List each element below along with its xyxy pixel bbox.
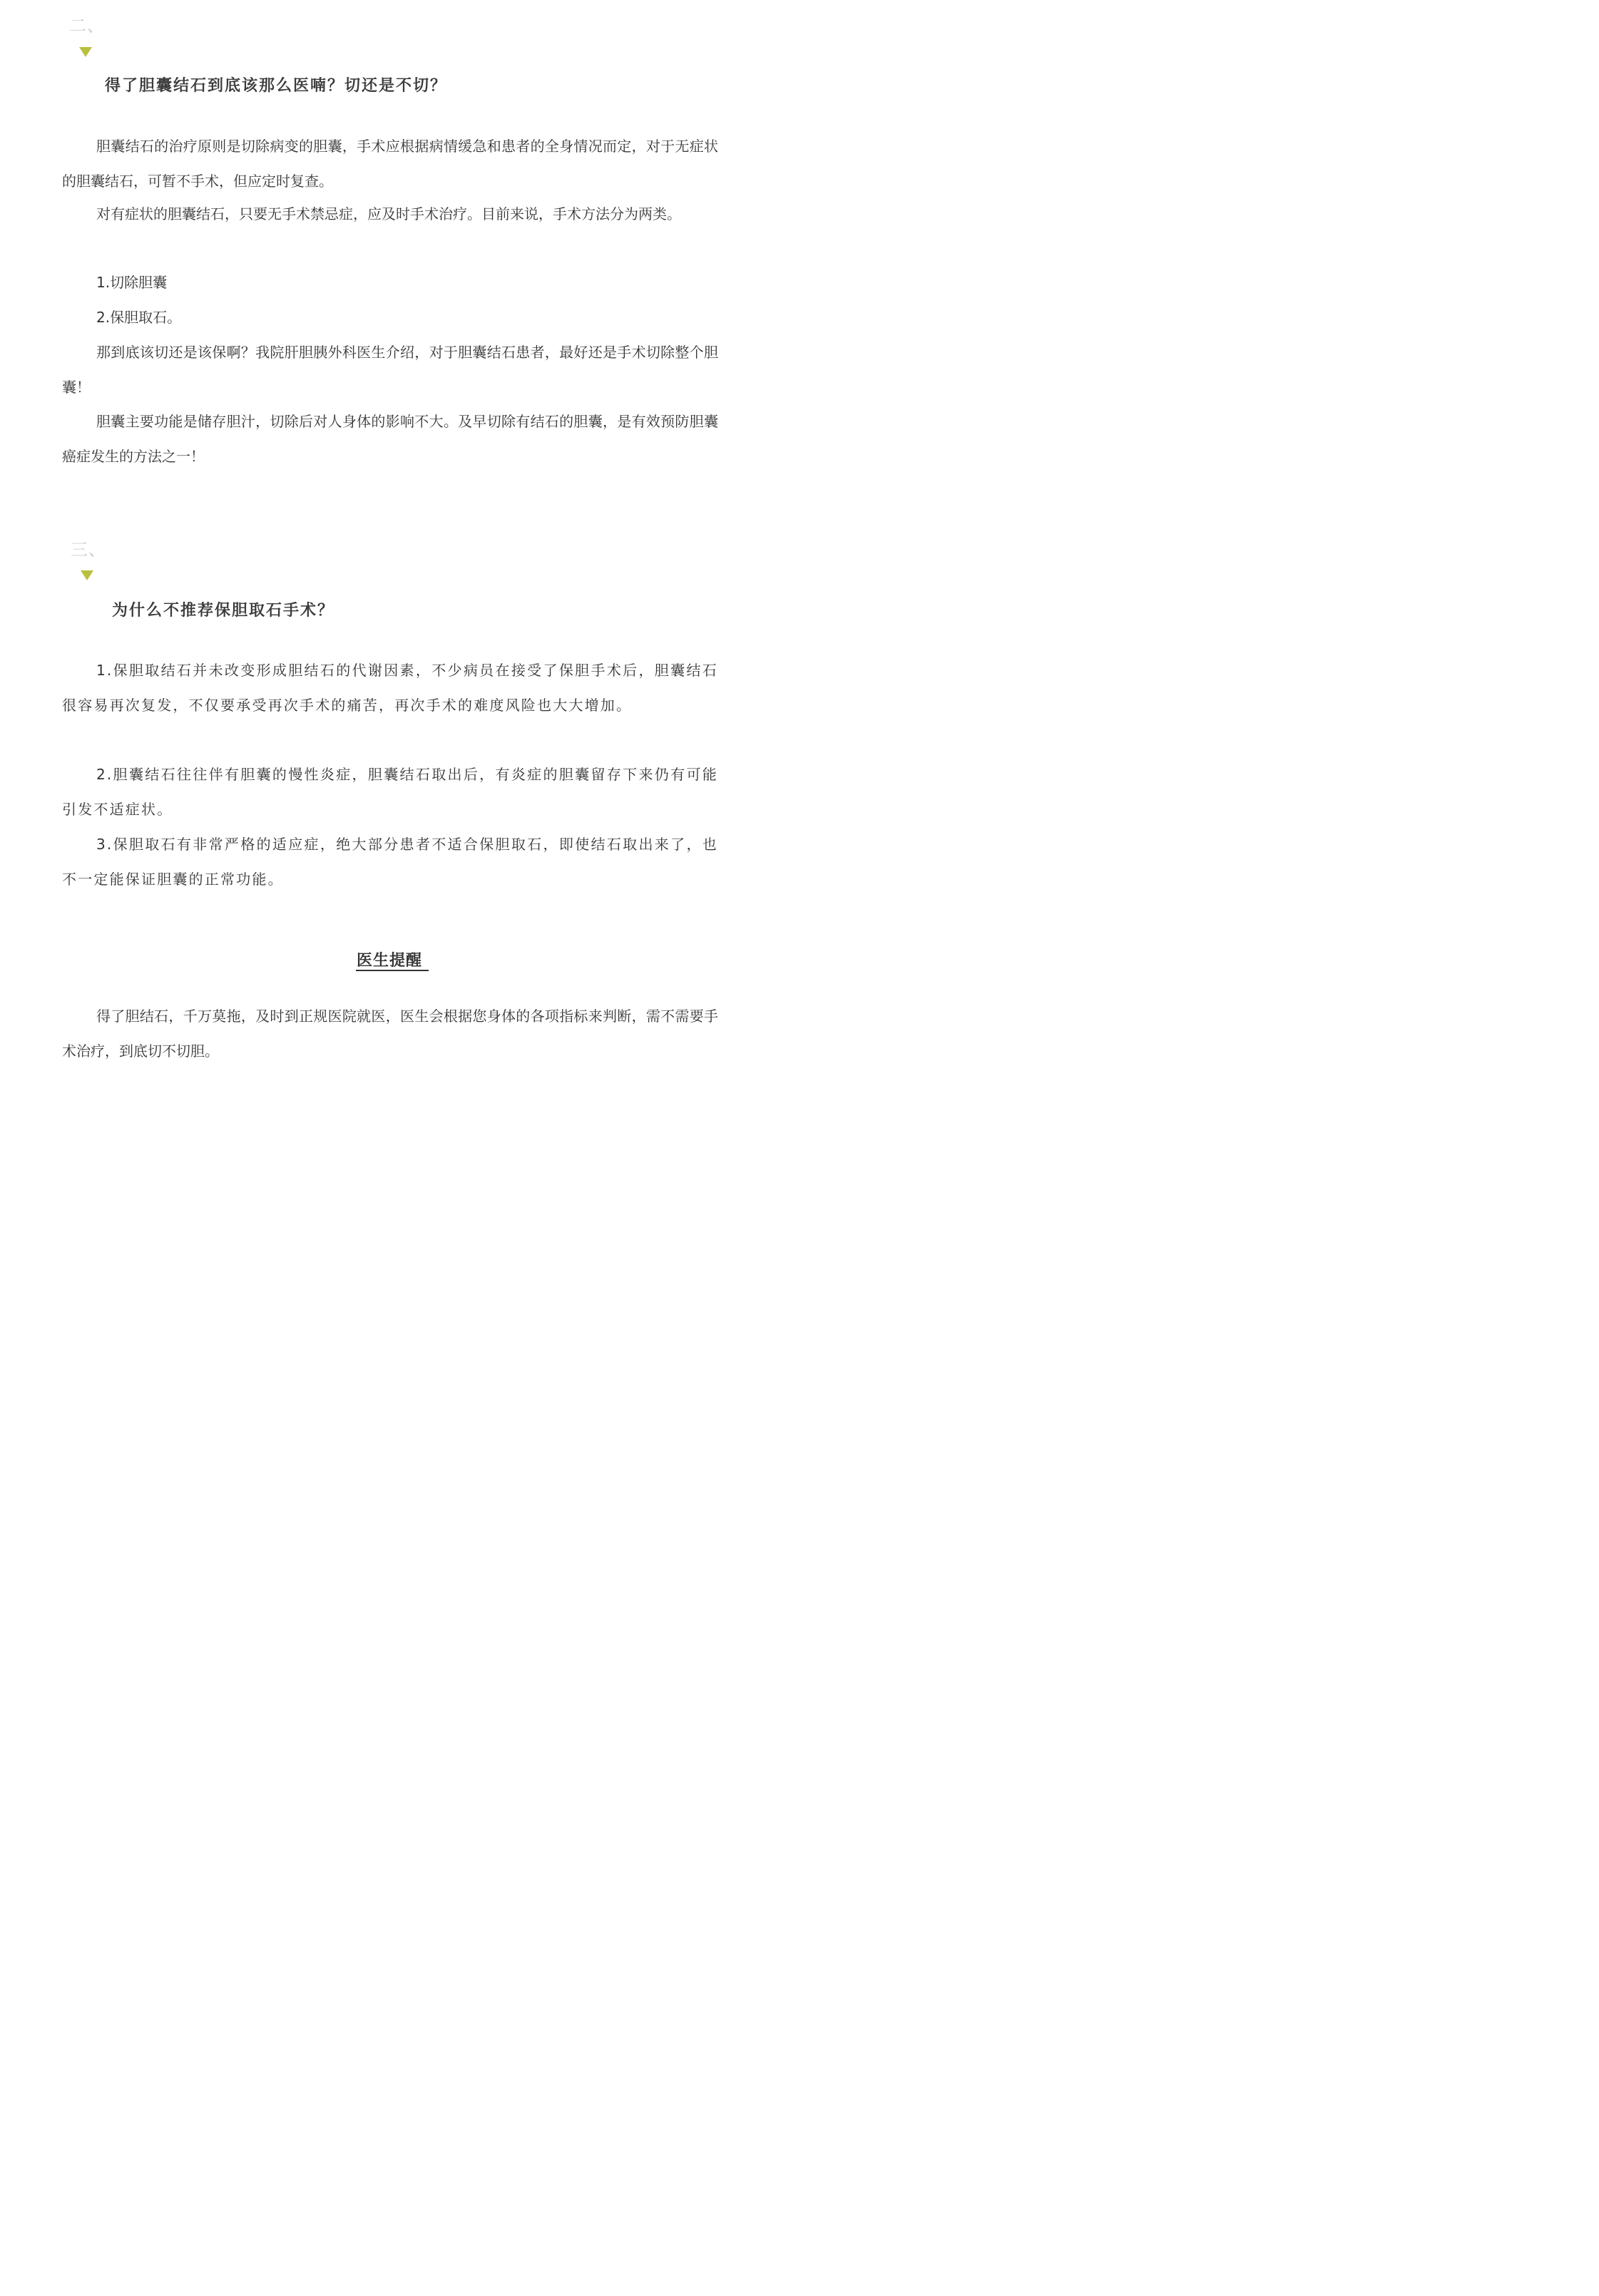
list-item: 2.保胆取石。 bbox=[96, 309, 182, 326]
triangle-marker-icon bbox=[81, 570, 93, 580]
triangle-marker-icon bbox=[79, 47, 92, 57]
section-3-heading: 为什么不推荐保胆取石手术？ bbox=[112, 602, 335, 620]
reminder-title-underline bbox=[356, 970, 429, 971]
list-item: 1.切除胆囊 bbox=[96, 274, 168, 291]
section-2-number: 二、 bbox=[69, 16, 105, 36]
paragraph: 对有症状的胆囊结石，只要无手术禁忌症，应及时手术治疗。目前来说，手术方法分为两类。 bbox=[96, 205, 681, 222]
paragraph: 那到底该切还是该保啊？我院肝胆胰外科医生介绍，对于胆囊结石患者，最好还是手术切除整个胆囊！ bbox=[62, 344, 718, 396]
paragraph: 1.保胆取结石并未改变形成胆结石的代谢因素，不少病员在接受了保胆手术后，胆囊结石很容易再次复发，不仅要承受再次手术的痛苦，再次手术的难度风险也大大增加。 bbox=[62, 662, 718, 714]
reminder-title: 医生提醒 bbox=[357, 952, 423, 970]
paragraph: 3.保胆取石有非常严格的适应症，绝大部分患者不适合保胆取石，即使结石取出来了，也不一定能保证胆囊的正常功能。 bbox=[62, 836, 718, 888]
paragraph: 胆囊结石的治疗原则是切除病变的胆囊，手术应根据病情缓急和患者的全身情况而定，对于无症状的胆囊结石，可暂不手术，但应定时复查。 bbox=[62, 138, 718, 190]
section-3-number: 三、 bbox=[71, 540, 106, 560]
paragraph: 胆囊主要功能是储存胆汁，切除后对人身体的影响不大。及早切除有结石的胆囊，是有效预防胆囊癌症发生的方法之一！ bbox=[62, 413, 718, 465]
reminder-paragraph: 得了胆结石，千万莫拖，及时到正规医院就医，医生会根据您身体的各项指标来判断，需不需要手术治疗，到底切不切胆。 bbox=[62, 1008, 718, 1060]
section-2-heading: 得了胆囊结石到底该那么医喃？切还是不切？ bbox=[105, 77, 448, 95]
paragraph: 2.胆囊结石往往伴有胆囊的慢性炎症，胆囊结石取出后，有炎症的胆囊留存下来仍有可能引发不适症状。 bbox=[62, 766, 718, 818]
